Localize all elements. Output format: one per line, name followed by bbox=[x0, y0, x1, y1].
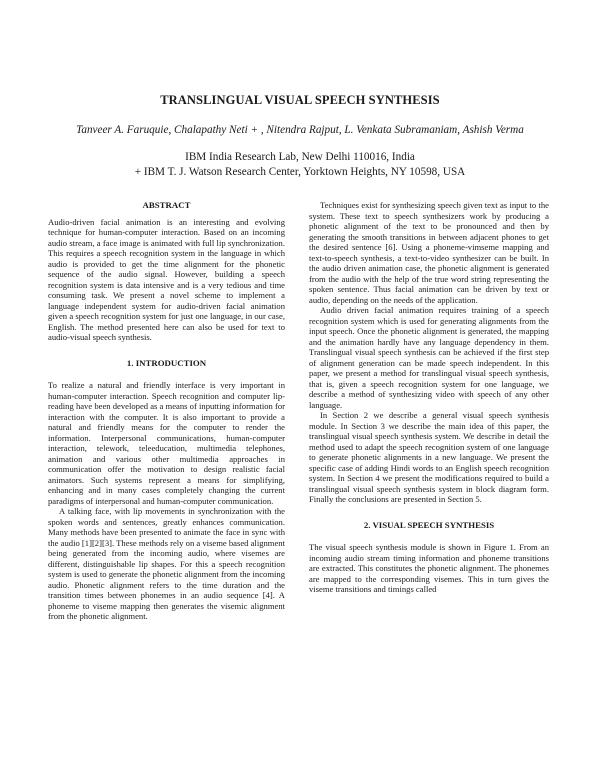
intro-paragraph-1: To realize a natural and friendly interface is very important in human-computer interaction. Speech recognition and computer lip-reading have been developed as a means of inputting information for interaction with the computer. It is also important to provide a natural and friendly means for the computer to render the information. Interpersonal communications, human-computer interaction, telework, teleeducation, multimedia telephones, animation and various other multimedia approaches in communication offer the motivation to design realistic facial animators. Such systems represent a means for simplifying, enhancing and in many cases completely changing the current paradigms of interpersonal and human-computer communication. bbox=[48, 380, 285, 506]
right-column bbox=[309, 200, 549, 595]
left-column bbox=[48, 200, 285, 622]
intro-paragraph-5: In Section 2 we describe a general visual speech synthesis module. In Section 3 we describe the main idea of this paper, the translingual visual speech synthesis system. We describe in detail the method used to adapt the speech recognition system of one language to generate phonetic alignments in a new language. We present the specific case of adding Hindi words to an English speech recognition system. In Section 4 we present the modifications required to build a translingual visual speech synthesis system in block diagram form. Finally the conclusions are presented in Section 5. bbox=[309, 410, 549, 504]
affiliation-primary: IBM India Research Lab, New Delhi 110016, India bbox=[185, 151, 415, 163]
abstract-text: Audio-driven facial animation is an interesting and evolving technique for human-computer interaction. Based on an incoming audio stream, a face image is animated with full lip synchronization. This requires a speech recognition system in the language in which audio is provided to get the time alignment for the phonetic sequence of the audio signal. However, building a speech recognition system is data intensive and is a very tedious and time consuming task. We present a novel scheme to implement a language independent system for audio-driven facial animation given a speech recognition system for just one language, in our case, English. The method presented here can also be used for text to audio-visual speech synthesis. bbox=[48, 216, 285, 342]
abstract-heading: ABSTRACT bbox=[142, 200, 191, 210]
author-list: Tanveer A. Faruquie, Chalapathy Neti + , Nitendra Rajput, L. Venkata Subramaniam, Ashish Verma bbox=[76, 124, 524, 136]
intro-paragraph-4: Audio driven facial animation requires training of a speech recognition system which is used for generating alignments from the input speech. Once the phonetic alignment is generated, the mapping and the animation hardly have any language dependency in them. Translingual visual speech synthesis can be achieved if the first step of alignment generation can be made speech independent. In this paper, we present a method for translingual visual speech synthesis, that is, given a speech recognition system for one language, we describe a method of synthesizing video with speech of any other language. bbox=[309, 305, 549, 410]
intro-paragraph-2: A talking face, with lip movements in synchronization with the spoken words and sentences, greatly enhances communication. Many methods have been presented to animate the face in sync with the audio [1][2][3]. These methods rely on a viseme based alignment being generated from the incoming audio, where visemes are different, distinguishable lip shapes. For this a speech recognition system is used to generate the phonetic alignment from the incoming audio. Phonetic alignment refers to the time duration and the transition times between phonemes in an audio sequence [4]. A phoneme to viseme mapping then generates the visemic alignment from the phonetic alignment. bbox=[48, 506, 285, 621]
introduction-heading: 1. INTRODUCTION bbox=[126, 357, 207, 368]
affiliation-secondary: + IBM T. J. Watson Research Center, Yorktown Heights, NY 10598, USA bbox=[134, 166, 466, 178]
paper-title: TRANSLINGUAL VISUAL SPEECH SYNTHESIS bbox=[160, 93, 440, 107]
section-2-paragraph-1: The visual speech synthesis module is shown in Figure 1. From an incoming audio stream timing information and phoneme transitions are extracted. This constitutes the phonetic alignment. The phonemes are mapped to the corresponding visemes. This in turn gives the viseme transitions and timings called bbox=[309, 542, 549, 594]
intro-paragraph-3: Techniques exist for synthesizing speech given text as input to the system. These text to speech synthesizers work by producing a phonetic alignment of the text to be pronounced and then by generating the smooth transitions in between adjacent phones to get the desired sentence [6]. Using a phoneme-vimseme mapping and text-to-speech synthesis, a text-to-video synthesizer can be built. In the audio driven animation case, the phonetic alignment is generated from the audio with the help of the true word string representing the spoken sentence. Thus facial animation can be driven by text or audio, depending on the needs of the application. bbox=[309, 200, 549, 305]
section-2-heading: 2. VISUAL SPEECH SYNTHESIS bbox=[363, 519, 495, 530]
